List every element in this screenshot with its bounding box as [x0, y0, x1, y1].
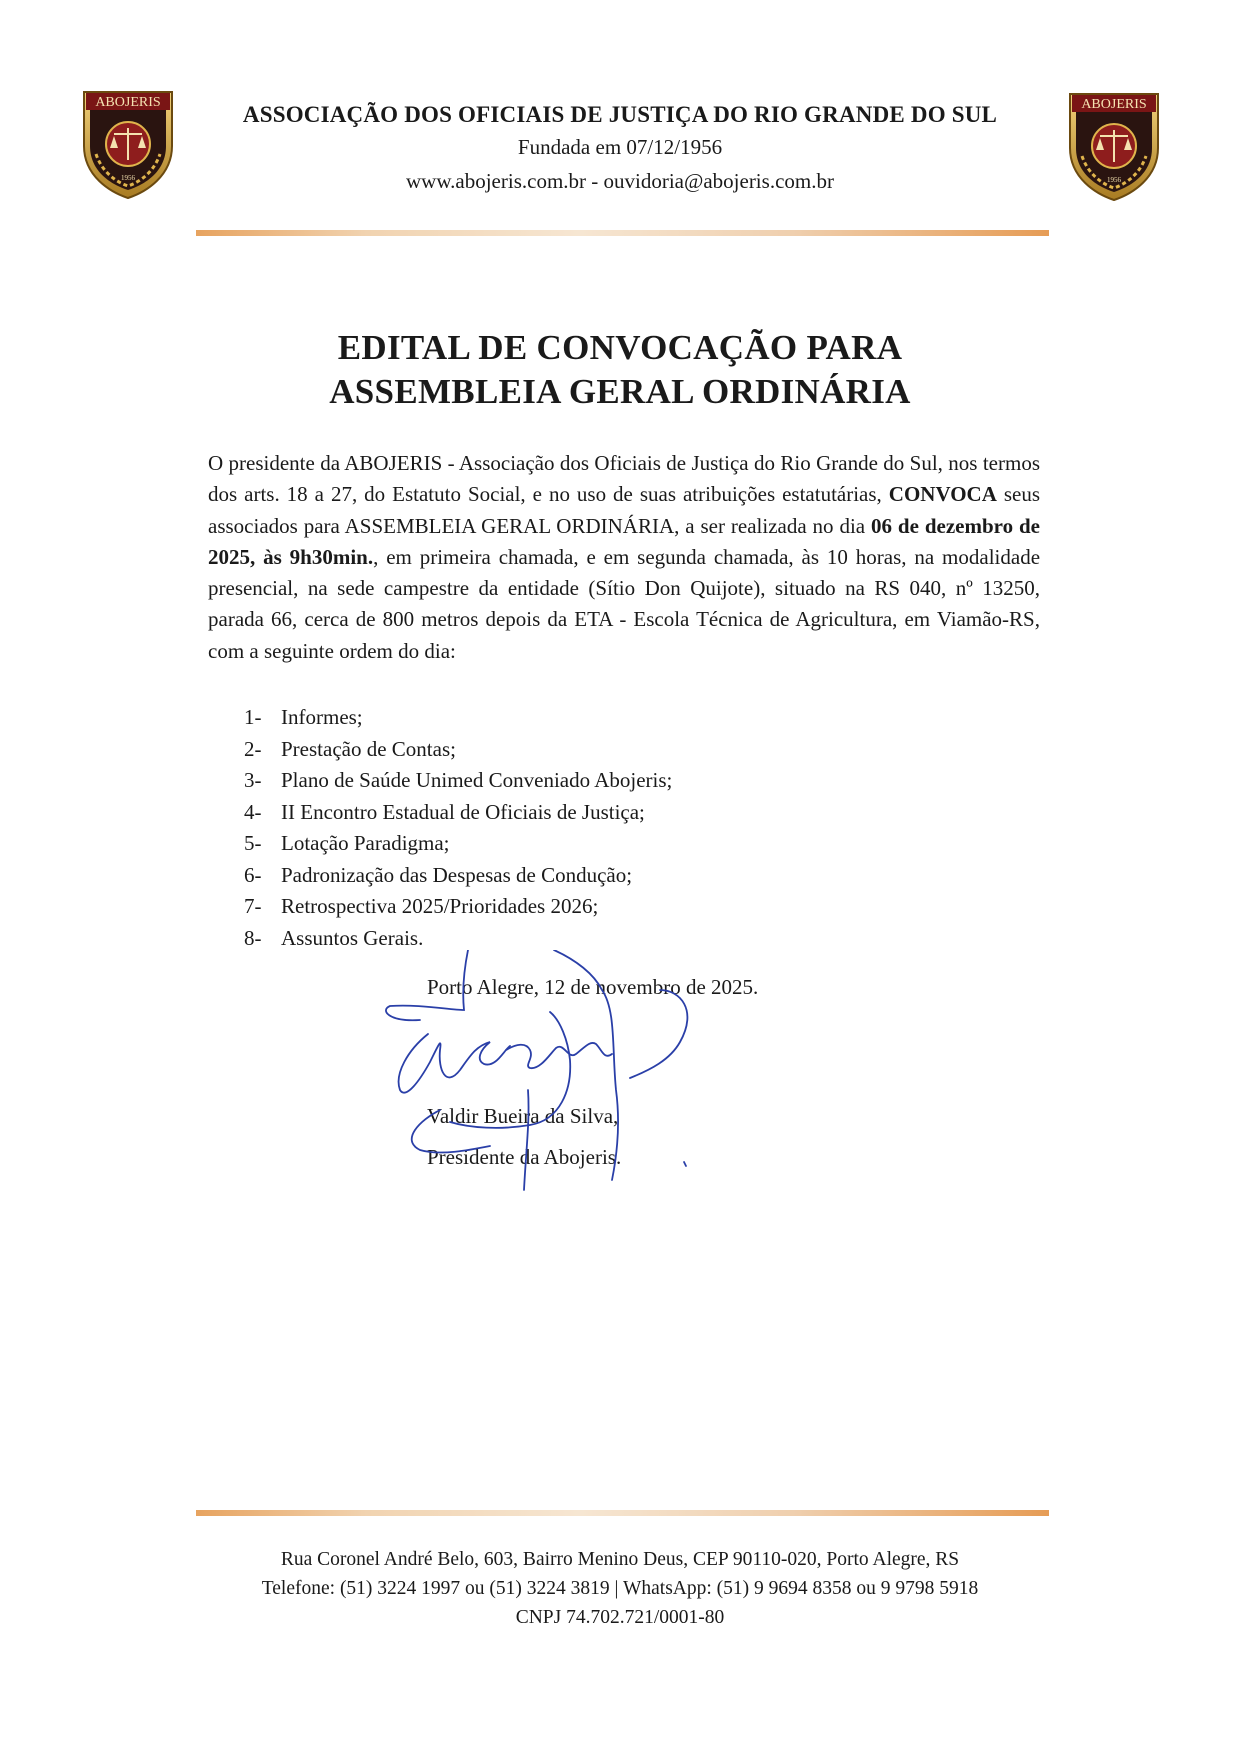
agenda-text: Prestação de Contas; [281, 736, 456, 761]
convoca-emphasis: CONVOCA [888, 482, 997, 507]
svg-text:ABOJERIS: ABOJERIS [95, 95, 161, 110]
agenda-number: 8- [244, 925, 262, 950]
abojeris-logo-left [76, 84, 180, 202]
agenda-text: Assuntos Gerais. [281, 925, 424, 950]
convocation-paragraph [208, 448, 1040, 667]
agenda-item [244, 734, 672, 766]
agenda-item [244, 891, 672, 923]
header-divider [196, 230, 1049, 236]
meeting-datetime: 06 de dezembro de 2025, às 9h30min. [208, 513, 1040, 569]
signatory-name: Valdir Bueira da Silva, [427, 1104, 619, 1128]
agenda-number: 3- [244, 768, 262, 792]
agenda-item [244, 860, 672, 892]
abojeris-logo-right [1062, 86, 1166, 204]
footer-address: Rua Coronel André Belo, 603, Bairro Menino Deus, CEP 90110-020, Porto Alegre, RS [280, 1549, 960, 1570]
svg-text:1956: 1956 [1107, 176, 1121, 184]
signatory-role: Presidente da Abojeris. [427, 1145, 622, 1169]
agenda-text: Lotação Paradigma; [281, 831, 450, 855]
footer [190, 1545, 1050, 1632]
agenda-item [244, 828, 672, 860]
handwritten-signature [380, 950, 720, 1200]
svg-text:1956: 1956 [121, 174, 135, 182]
agenda-text: II Encontro Estadual de Oficiais de Justiça; [281, 799, 645, 824]
agenda-text: Retrospectiva 2025/Prioridades 2026; [281, 894, 599, 918]
footer-phones: Telefone: (51) 3224 1997 ou (51) 3224 3819 | WhatsApp: (51) 9 9694 8358 ou 9 9798 5918 [261, 1578, 979, 1599]
agenda-text: Informes; [281, 705, 363, 729]
agenda-item [244, 797, 672, 829]
contact-line: www.abojeris.com.br - ouvidoria@abojeris.com.br [406, 169, 834, 193]
agenda-number: 7- [244, 894, 262, 918]
agenda-text: Padronização das Despesas de Condução; [281, 862, 633, 887]
organization-name: ASSOCIAÇÃO DOS OFICIAIS DE JUSTIÇA DO RIO GRANDE DO SUL [242, 102, 998, 127]
title-line-2: ASSEMBLEIA GERAL ORDINÁRIA [329, 372, 911, 411]
agenda-number: 6- [244, 862, 262, 887]
footer-cnpj: CNPJ 74.702.721/0001-80 [515, 1607, 725, 1628]
letterhead [180, 100, 1060, 196]
paragraph-rest: , em primeira chamada, e em segunda chamada, às 10 horas, na modalidade presencial, na sede campestre da entidade (Sítio Don Quijote), situado na RS 040, nº 13250, parada 66, cerca de 800 metros depois da ETA - Escola Técnica de Agricultura, em Viamão-RS, com a seguinte ordem do dia: [208, 544, 1041, 663]
founded-date: Fundada em 07/12/1956 [517, 135, 723, 159]
agenda-number: 5- [244, 831, 262, 855]
paragraph-intro: O presidente da ABOJERIS - Associação dos Oficiais de Justiça do Rio Grande do Sul, nos termos dos arts. 18 a 27, do Estatuto Social, e no uso de suas atribuições estatutárias, [208, 451, 1040, 507]
agenda-item [244, 702, 672, 734]
paragraph-middle: seus associados para ASSEMBLEIA GERAL ORDINÁRIA, a ser realizada no dia [208, 482, 1041, 538]
place-and-date: Porto Alegre, 12 de novembro de 2025. [427, 975, 759, 999]
footer-divider [196, 1510, 1049, 1516]
agenda-number: 4- [244, 799, 262, 824]
agenda-number: 2- [244, 736, 262, 761]
document-title [190, 326, 1050, 414]
svg-text:ABOJERIS: ABOJERIS [1081, 97, 1147, 112]
agenda-text: Plano de Saúde Unimed Conveniado Abojeris; [281, 768, 673, 792]
title-line-1: EDITAL DE CONVOCAÇÃO PARA [337, 328, 903, 367]
agenda-list [244, 702, 672, 954]
agenda-number: 1- [244, 705, 262, 729]
agenda-item [244, 765, 672, 797]
